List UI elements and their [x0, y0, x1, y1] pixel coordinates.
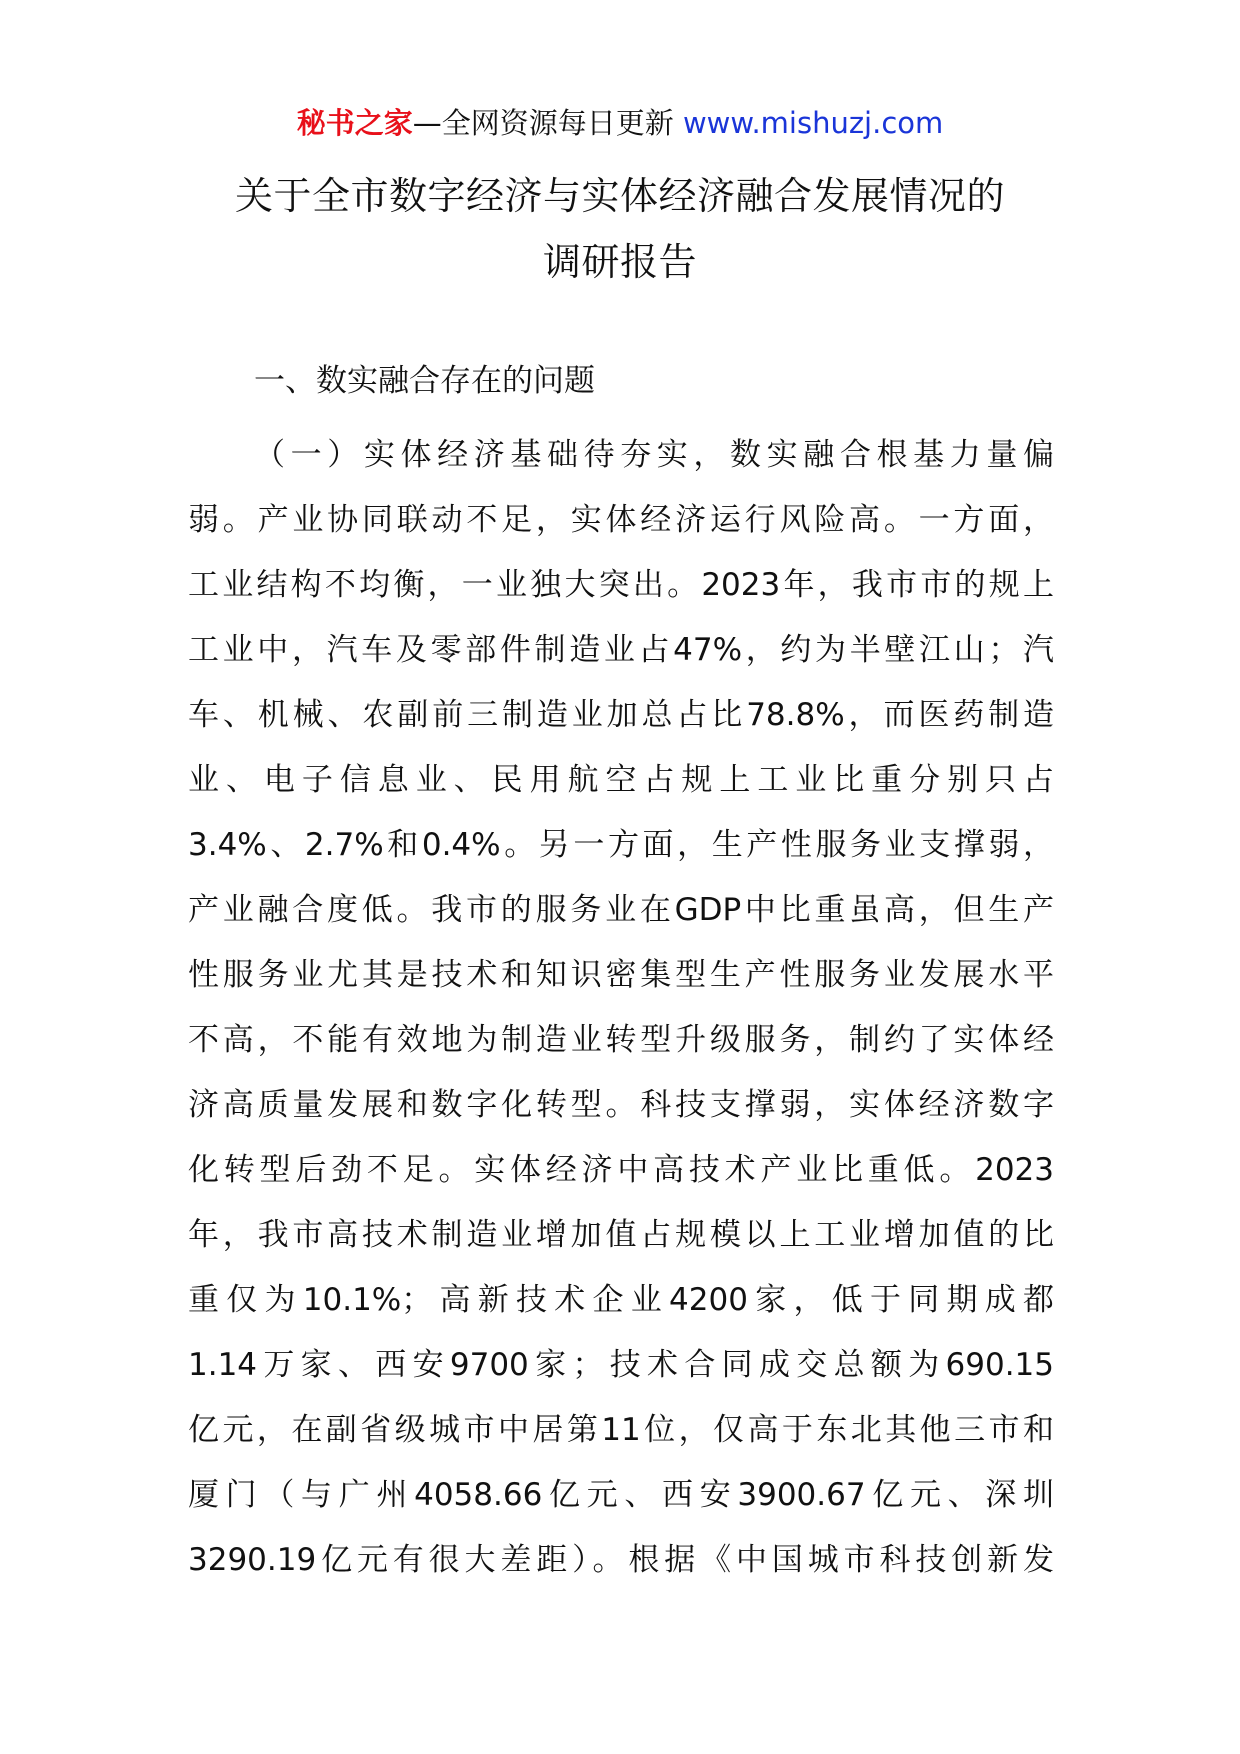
title-line-2: 调研报告	[542, 240, 697, 284]
paragraph-line: 3290.19亿元有很大差距）。根据《中国城市科技创新发	[188, 1542, 1054, 1578]
site-header	[0, 100, 1240, 146]
site-url-link[interactable]: www.mishuzj.com	[682, 106, 944, 140]
paragraph-line: 弱。产业协同联动不足，实体经济运行风险高。一方面，	[188, 502, 1054, 538]
paragraph-line: 工业结构不均衡，一业独大突出。2023年，我市市的规上	[188, 567, 1054, 603]
header-slogan: —全网资源每日更新	[412, 106, 674, 140]
paragraph-line: 3.4%、2.7%和0.4%。另一方面，生产性服务业支撑弱，	[188, 827, 1054, 863]
paragraph-line: 性服务业尤其是技术和知识密集型生产性服务业发展水平	[188, 957, 1054, 993]
paragraph-line: 1.14万家、西安9700家；技术合同成交总额为690.15	[188, 1347, 1054, 1383]
paragraph-line: 济高质量发展和数字化转型。科技支撑弱，实体经济数字	[188, 1087, 1054, 1123]
paragraph-line: 化转型后劲不足。实体经济中高技术产业比重低。2023	[188, 1152, 1054, 1188]
brand-name: 秘书之家	[296, 106, 413, 140]
paragraph-line: 业、电子信息业、民用航空占规上工业比重分别只占	[188, 762, 1054, 798]
paragraph-line: 厦门（与广州4058.66亿元、西安3900.67亿元、深圳	[188, 1477, 1054, 1513]
paragraph-line: （一）实体经济基础待夯实，数实融合根基力量偏	[254, 437, 1054, 473]
paragraph-line: 工业中，汽车及零部件制造业占47%，约为半壁江山；汽	[188, 632, 1054, 668]
body-paragraph	[188, 423, 1054, 1593]
paragraph-line: 不高，不能有效地为制造业转型升级服务，制约了实体经	[188, 1022, 1054, 1058]
paragraph-line: 年，我市高技术制造业增加值占规模以上工业增加值的比	[188, 1217, 1054, 1253]
document-title	[100, 163, 1140, 295]
paragraph-line: 车、机械、农副前三制造业加总占比78.8%，而医药制造	[188, 697, 1054, 733]
paragraph-line: 亿元，在副省级城市中居第11位，仅高于东北其他三市和	[188, 1412, 1054, 1448]
title-line-1: 关于全市数字经济与实体经济融合发展情况的	[234, 174, 1005, 218]
paragraph-line: 重仅为10.1%；高新技术企业4200家，低于同期成都	[188, 1282, 1054, 1318]
section-heading: 一、数实融合存在的问题	[254, 363, 595, 399]
paragraph-line: 产业融合度低。我市的服务业在GDP中比重虽高，但生产	[188, 892, 1054, 928]
